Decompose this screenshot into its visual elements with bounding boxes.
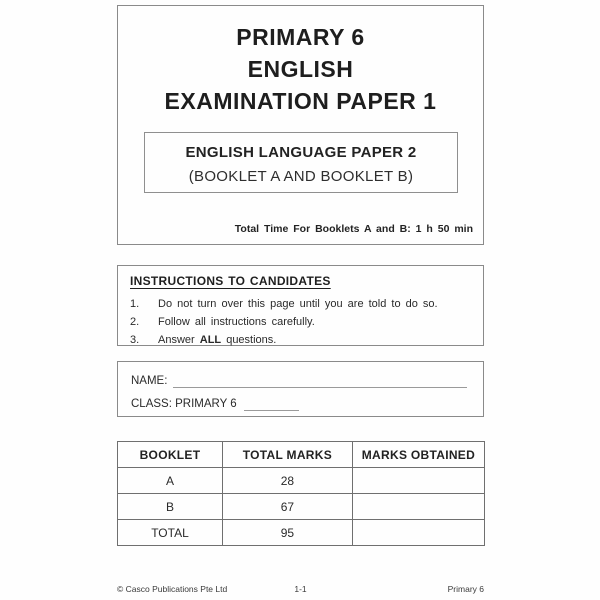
edition-label: Primary 6 bbox=[447, 584, 484, 594]
instruction-item bbox=[130, 295, 471, 313]
name-label: NAME: bbox=[131, 375, 168, 387]
header-box bbox=[117, 5, 484, 245]
instruction-text-post: questions. bbox=[221, 334, 277, 346]
instruction-number: 1. bbox=[130, 298, 140, 310]
instruction-text-pre: Do not turn over this page until you are told to do so. bbox=[158, 298, 438, 310]
cell-marks-obtained bbox=[352, 494, 484, 520]
subject-box-line2: (BOOKLET A AND BOOKLET B) bbox=[188, 168, 414, 185]
publisher-credit: © Casco Publications Pte Ltd bbox=[117, 584, 228, 594]
name-row bbox=[131, 372, 469, 391]
candidate-details-box bbox=[117, 361, 484, 417]
subject-box-line1: ENGLISH LANGUAGE PAPER 2 bbox=[185, 144, 417, 161]
total-time-label: Total Time For Booklets A and B: 1 h 50 min bbox=[234, 223, 473, 235]
table-row bbox=[118, 494, 485, 520]
class-row bbox=[131, 395, 469, 414]
cell-total-marks: 95 bbox=[222, 520, 352, 546]
cell-marks-obtained bbox=[352, 520, 484, 546]
instruction-item bbox=[130, 313, 471, 331]
cell-booklet: B bbox=[118, 494, 223, 520]
exam-subject-title: ENGLISH bbox=[247, 56, 354, 82]
instruction-text-pre: Follow all instructions carefully. bbox=[158, 316, 315, 328]
instruction-text bbox=[158, 313, 315, 331]
cell-marks-obtained bbox=[352, 468, 484, 494]
instructions-box bbox=[117, 265, 484, 346]
header-marks-obtained: MARKS OBTAINED bbox=[352, 442, 484, 468]
name-blank-line bbox=[173, 376, 467, 388]
cell-total-marks: 28 bbox=[222, 468, 352, 494]
instruction-text bbox=[158, 295, 438, 313]
instruction-text-bold: ALL bbox=[199, 334, 222, 346]
instruction-item bbox=[130, 331, 471, 349]
class-blank-line bbox=[244, 399, 299, 411]
exam-paper-title: EXAMINATION PAPER 1 bbox=[164, 88, 437, 114]
table-header-row bbox=[118, 442, 485, 468]
table-row bbox=[118, 520, 485, 546]
cell-total-marks: 67 bbox=[222, 494, 352, 520]
subject-box bbox=[144, 132, 458, 193]
exam-level-title: PRIMARY 6 bbox=[236, 24, 365, 50]
page-footer bbox=[117, 584, 484, 594]
instructions-title: INSTRUCTIONS TO CANDIDATES bbox=[130, 274, 331, 288]
marks-table bbox=[117, 441, 485, 546]
table-row bbox=[118, 468, 485, 494]
instruction-text-pre: Answer bbox=[158, 334, 200, 346]
class-label: CLASS: PRIMARY 6 bbox=[131, 398, 237, 410]
instruction-text bbox=[158, 331, 276, 349]
cell-booklet: TOTAL bbox=[118, 520, 223, 546]
header-total-marks: TOTAL MARKS bbox=[222, 442, 352, 468]
cell-booklet: A bbox=[118, 468, 223, 494]
header-booklet: BOOKLET bbox=[118, 442, 223, 468]
page-number: 1-1 bbox=[294, 584, 307, 594]
exam-title-block bbox=[118, 6, 483, 117]
instruction-number: 3. bbox=[130, 334, 140, 346]
instruction-number: 2. bbox=[130, 316, 140, 328]
